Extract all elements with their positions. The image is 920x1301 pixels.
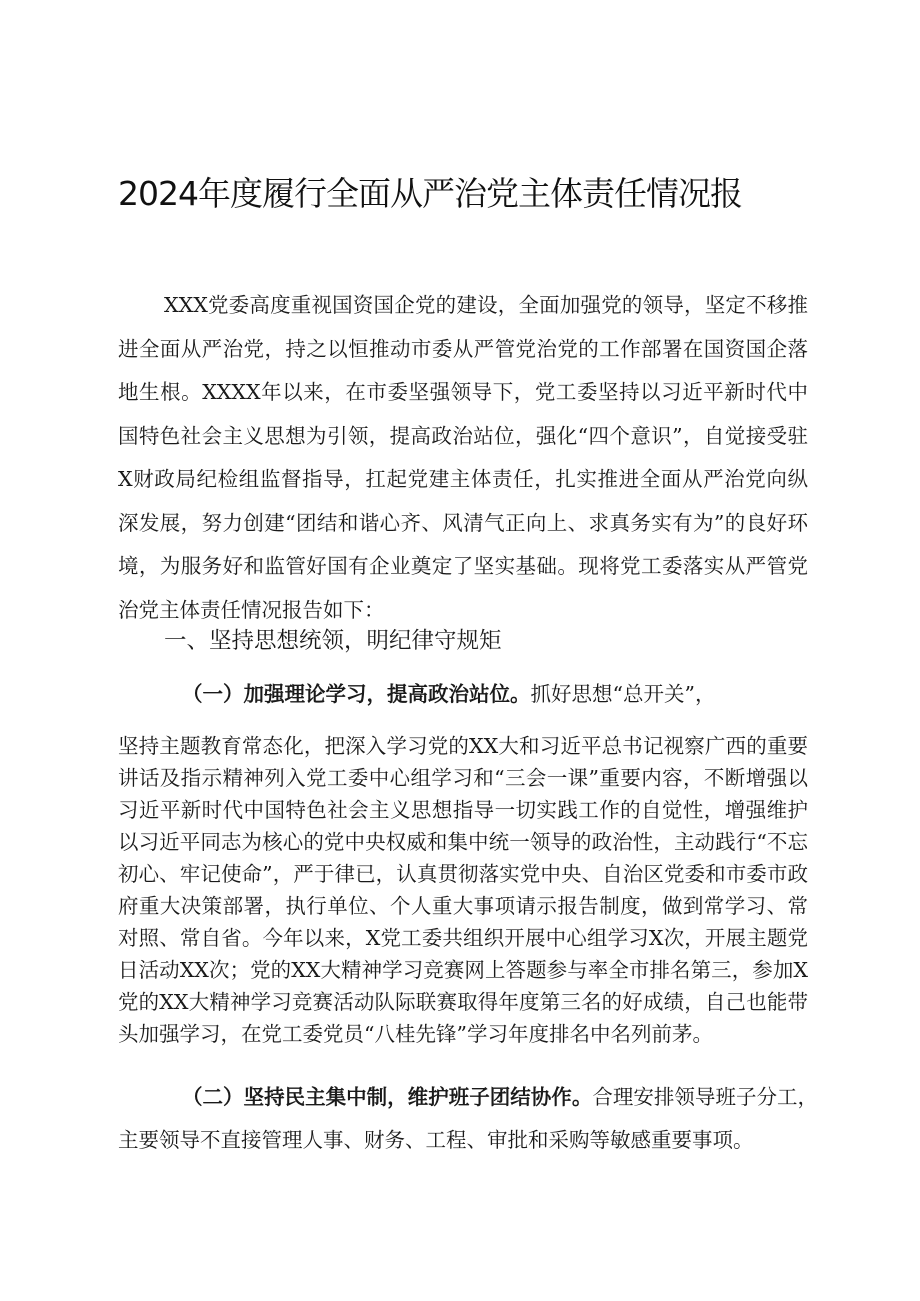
subsection-2-paragraph (118, 1076, 818, 1162)
subsection-1-heading: （一）加强理论学习，提高政治站位。 (182, 682, 531, 706)
intro-paragraph: XXX党委高度重视国资国企党的建设，全面加强党的领导，坚定不移推进全面从严治党，持之以恒推动市委从严管党治党的工作部署在国资国企落地生根。XXXX年以来，在市委坚强领导下，党工委坚持以习近平新时代中国特色社会主义思想为引领，提高政治站位，强化“四个意识”，自觉接受驻X财政局纪检组监督指导，扛起党建主体责任，扎实推进全面从严治党向纵深发展，努力创建“团结和谐心齐、风清气正向上、求真务实有为”的良好环境，为服务好和监管好国有企业奠定了坚实基础。现将党工委落实从严管党治党主体责任情况报告如下： (118, 293, 808, 622)
document-title: 2024年度履行全面从严治党主体责任情况报 (118, 174, 742, 213)
subsection-1-body: 坚持主题教育常态化，把深入学习党的XX大和习近平总书记视察广西的重要讲话及指示精神列入党工委中心组学习和“三会一课”重要内容，不断增强以习近平新时代中国特色社会主义思想指导一切实践工作的自觉性，增强维护以习近平同志为核心的党中央权威和集中统一领导的政治性，主动践行“不忘初心、牢记使命”，严于律已，认真贯彻落实党中央、自治区党委和市委市政府重大决策部署，执行单位、个人重大事项请示报告制度，做到常学习、常对照、常自省。今年以来，X党工委共组织开展中心组学习X次，开展主题党日活动XX次；党的XX大精神学习竞赛网上答题参与率全市排名第三，参加X党的XX大精神学习竞赛活动队际联赛取得年度第三名的好成绩，自己也能带头加强学习，在党工委党员“八桂先锋”学习年度排名中名列前茅。 (118, 734, 808, 1046)
subsection-2-heading: （二）坚持民主集中制，维护班子团结协作。 (182, 1084, 593, 1109)
section-heading-1: 一、坚持思想统领，明纪律守规矩 (164, 628, 502, 654)
subsection-2-body: 合理安排领导班子分工，主要领导不直接管理人事、财务、工程、审批和采购等敏感重要事项。 (118, 1084, 819, 1152)
subsection-1-line (118, 674, 808, 714)
subsection-1-lead: 抓好思想“总开关”， (530, 682, 716, 706)
